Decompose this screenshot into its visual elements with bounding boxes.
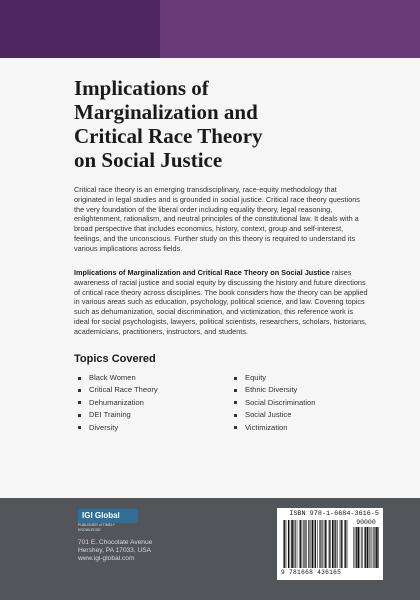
- topics-list-right: [234, 372, 315, 434]
- topics-list-left: [78, 372, 158, 434]
- description-paragraph-2: [74, 268, 370, 337]
- topic-item: Social Discrimination: [234, 397, 315, 409]
- address-line: 701 E. Chocolate Avenue: [78, 539, 153, 546]
- topics-heading: Topics Covered: [74, 353, 156, 365]
- barcode-addon-bars: [353, 527, 379, 568]
- title-line: Critical Race Theory: [74, 124, 263, 148]
- topic-item: Victimization: [234, 422, 315, 434]
- topic-item: Critical Race Theory: [78, 384, 158, 396]
- book-title-inline: Implications of Marginalization and Critical Race Theory on Social Justice: [74, 268, 330, 277]
- topic-item: Black Women: [78, 372, 158, 384]
- barcode-number: 9 781668 436165: [281, 569, 342, 576]
- address-line: www.igi-global.com: [78, 555, 135, 563]
- barcode-addon-number: 90000: [356, 519, 376, 526]
- description-paragraph-1: Critical race theory is an emerging transdisciplinary, race-equity methodology that originated in legal studies and is grounded in social justice. Critical race theory questions the very foundation of the liberal order including equality theory, legal reasoning, enlightenment, rationalism, and neutral principles of the constitutional law. It deals with a broad perspective that includes economics, history, context, group and self-interest, feelings, and the unconscious. Further study on this theory is required to understand its various implications across fields.: [74, 185, 360, 253]
- publisher-block: [78, 509, 152, 564]
- topic-item: Equity: [234, 372, 315, 384]
- publisher-logo-tagline: PUBLISHER of TIMELY KNOWLEDGE: [78, 523, 115, 532]
- topic-item: Diversity: [78, 422, 158, 434]
- title-line: Marginalization and: [74, 100, 258, 124]
- book-title: [74, 76, 374, 172]
- topic-item: Dehumanization: [78, 397, 158, 409]
- top-band-accent: [0, 0, 160, 58]
- publisher-logo: IGI Global: [78, 509, 138, 523]
- isbn-text: ISBN 978-1-6684-3616-5: [289, 510, 379, 518]
- publisher-address: [78, 539, 152, 564]
- topic-item: Ethnic Diversity: [234, 384, 315, 396]
- barcode-block: [277, 508, 383, 580]
- barcode-bars: [283, 520, 349, 568]
- address-line: Hershey, PA 17033, USA: [78, 547, 152, 555]
- topic-item: DEI Training: [78, 409, 158, 421]
- description-paragraph-2-text: raises awareness of racial justice and social equity by discussing the history and future directions of critical race theory across disciplines. The book considers how the theory can be applied in various areas such as education, psychology, political science, and law. Covering topics such as dehumanization, social discrimination, and victimization, this reference work is ideal for social psychologists, lawyers, political scientists, researchers, scholars, historians, academicians, practitioners, instructors, and students.: [74, 268, 368, 336]
- title-line: Implications of: [74, 76, 209, 100]
- topic-item: Social Justice: [234, 409, 315, 421]
- title-line: on Social Justice: [74, 148, 223, 172]
- top-color-band: [0, 0, 420, 58]
